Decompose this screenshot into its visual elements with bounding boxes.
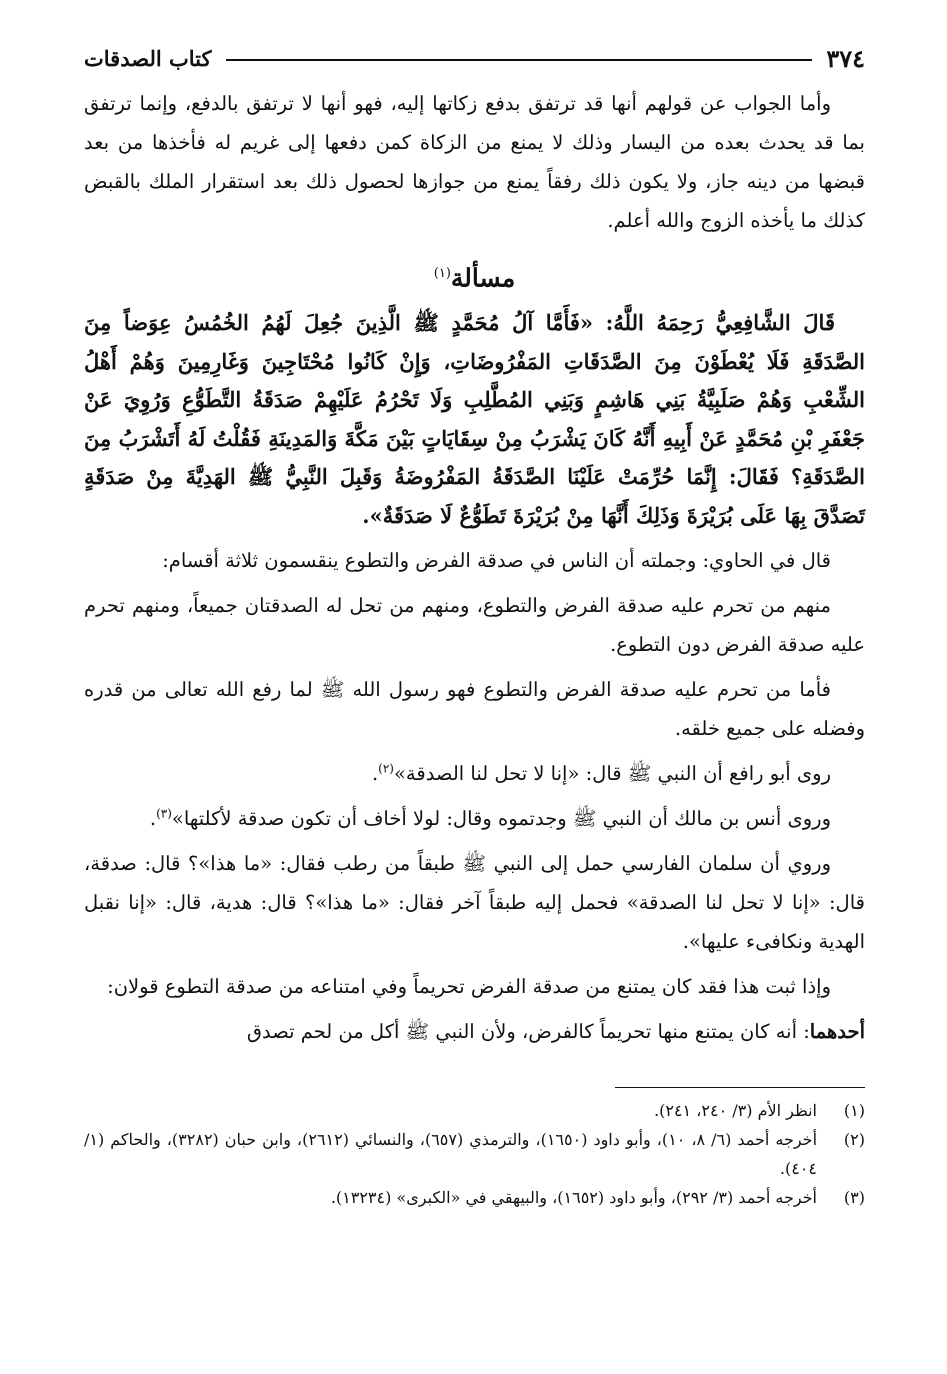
- paragraph-hawi: قال في الحاوي: وجملته أن الناس في صدقة الفرض والتطوع ينقسمون ثلاثة أقسام:: [162, 549, 831, 573]
- section-title-text: مسألة: [450, 263, 516, 293]
- footnote-marker-2: (٢): [378, 761, 394, 776]
- abu-rafi-end: .: [371, 762, 379, 786]
- footnote-text: أخرجه أحمد (٣/ ٢٩٢)، وأبو داود (١٦٥٢)، والبيهقي في «الكبرى» (١٣٢٣٤).: [330, 1188, 817, 1208]
- first-opinion-text: : أنه كان يمتنع منها تحريماً كالفرض، ولأن النبي ﷺ أكل من لحم تصدق: [246, 1020, 810, 1044]
- paragraph-anas: [84, 799, 865, 838]
- anas-end: .: [149, 807, 157, 831]
- footnotes: [84, 1096, 865, 1212]
- paragraph-first-opinion: [84, 1012, 865, 1051]
- header-rule: [226, 59, 813, 61]
- footnote-number: (٢): [843, 1130, 865, 1150]
- footnote-rule: [615, 1087, 865, 1088]
- section-title: [84, 252, 865, 300]
- footnote-text: انظر الأم (٣/ ٢٤٠، ٢٤١).: [654, 1101, 817, 1121]
- first-opinion-lead: أحدهما: [809, 1020, 865, 1044]
- footnote-2: [84, 1125, 865, 1183]
- intro-paragraph: وأما الجواب عن قولهم أنها قد ترتفق بدفع زكاتها إليه، فهو أنها لا ترتفق بالدفع، وإنما ترتفق بما قد يحدث بعده من اليسار وذلك لا يمنع من الزكاة كمن دفعها إلى غريم له فأخذها من بعد قبضها من دينه جاز، ولا يكون ذلك رفقاً يمنع من جوازها لحصول ذلك بعد استقرار الملك بالقبض كذلك ما يأخذه الزوج والله أعلم.: [84, 92, 865, 232]
- paragraph-categories: منهم من تحرم عليه صدقة الفرض والتطوع، ومنهم من تحل له الصدقتان جميعاً، ومنهم تحرم عليه صدقة الفرض دون التطوع.: [84, 594, 865, 657]
- paragraph-abu-rafi: [84, 754, 865, 793]
- abu-rafi-text: روى أبو رافع أن النبي ﷺ قال: «إنا لا تحل لنا الصدقة»: [393, 762, 831, 786]
- anas-text: وروى أنس بن مالك أن النبي ﷺ وجدتموه وقال: لولا أخاف أن تكون صدقة لأكلتها»: [171, 807, 831, 831]
- paragraph-thabata: وإذا ثبت هذا فقد كان يمتنع من صدقة الفرض تحريماً وفي امتناعه من صدقة التطوع قولان:: [107, 975, 831, 999]
- section-footnote-marker: (١): [433, 266, 451, 281]
- footnote-3: [84, 1183, 865, 1212]
- footnote-1: [84, 1096, 865, 1125]
- paragraph-salman: وروي أن سلمان الفارسي حمل إلى النبي ﷺ طبقاً من رطب فقال: «ما هذا»؟ قال: صدقة، قال: «إنا لا تحل لنا الصدقة» فحمل إليه طبقاً آخر فقال: «ما هذا»؟ قال: هدية، قال: «إنا نقبل الهدية ونكافىء عليها».: [84, 852, 865, 954]
- page-number: ٣٧٤: [826, 43, 865, 73]
- paragraph-prophet: فأما من تحرم عليه صدقة الفرض والتطوع فهو رسول الله ﷺ لما رفع الله تعالى من قدره وفضله على جميع خلقه.: [84, 678, 865, 741]
- page-header: [84, 38, 865, 78]
- footnote-marker-3: (٣): [156, 806, 172, 821]
- running-title: كتاب الصدقات: [84, 45, 212, 71]
- footnote-number: (٣): [843, 1188, 865, 1208]
- shafii-quote: قَالَ الشَّافِعِيُّ رَحِمَهُ اللَّهُ: «فَأَمَّا آلُ مُحَمَّدٍ ﷺ الَّذِينَ جُعِلَ لَهُمُ الخُمُسُ عِوَضاً مِنَ الصَّدَقَةِ فَلَا يُعْطَوْنَ مِنَ الصَّدَقَاتِ المَفْرُوضَاتِ، وَإِنْ كَانُوا مُحْتَاجِينَ وَغَارِمِينَ وَهُمْ أَهْلُ الشِّعْبِ وَهُمْ صَلَبِيَّةُ بَنِي هَاشِمٍ وَبَنِي المُطَّلِبِ وَلَا تَحْرُمُ عَلَيْهِمْ صَدَقَةُ التَّطَوُّعِ وَرُوِيَ عَنْ جَعْفَرِ بْنِ مُحَمَّدٍ عَنْ أَبِيهِ أَنَّهُ كَانَ يَشْرَبُ مِنْ سِقَايَاتٍ بَيْنَ مَكَّةَ وَالمَدِينَةِ فَقُلْتُ لَهُ أَتَشْرَبُ مِنَ الصَّدَقَةِ؟ فَقَالَ: إِنَّمَا حُرِّمَتْ عَلَيْنَا الصَّدَقَةُ المَفْرُوضَةُ وَقَبِلَ النَّبِيُّ ﷺ الهَدِيَّةَ مِنْ صَدَقَةٍ تَصَدَّقَ بِهَا عَلَى بُرَيْرَةَ وَذَلِكَ أَنَّهَا مِنْ بُرَيْرَةَ تَطَوُّعٌ لَا صَدَقَةٌ».: [84, 310, 865, 528]
- footnote-text: أخرجه أحمد (٦/ ٨، ١٠)، وأبو داود (١٦٥٠)، والترمذي (٦٥٧)، والنسائي (٢٦١٢)، وابن حبان (٣٢٨٢)، والحاكم (١/ ٤٠٤).: [84, 1130, 818, 1179]
- footnote-number: (١): [843, 1101, 865, 1121]
